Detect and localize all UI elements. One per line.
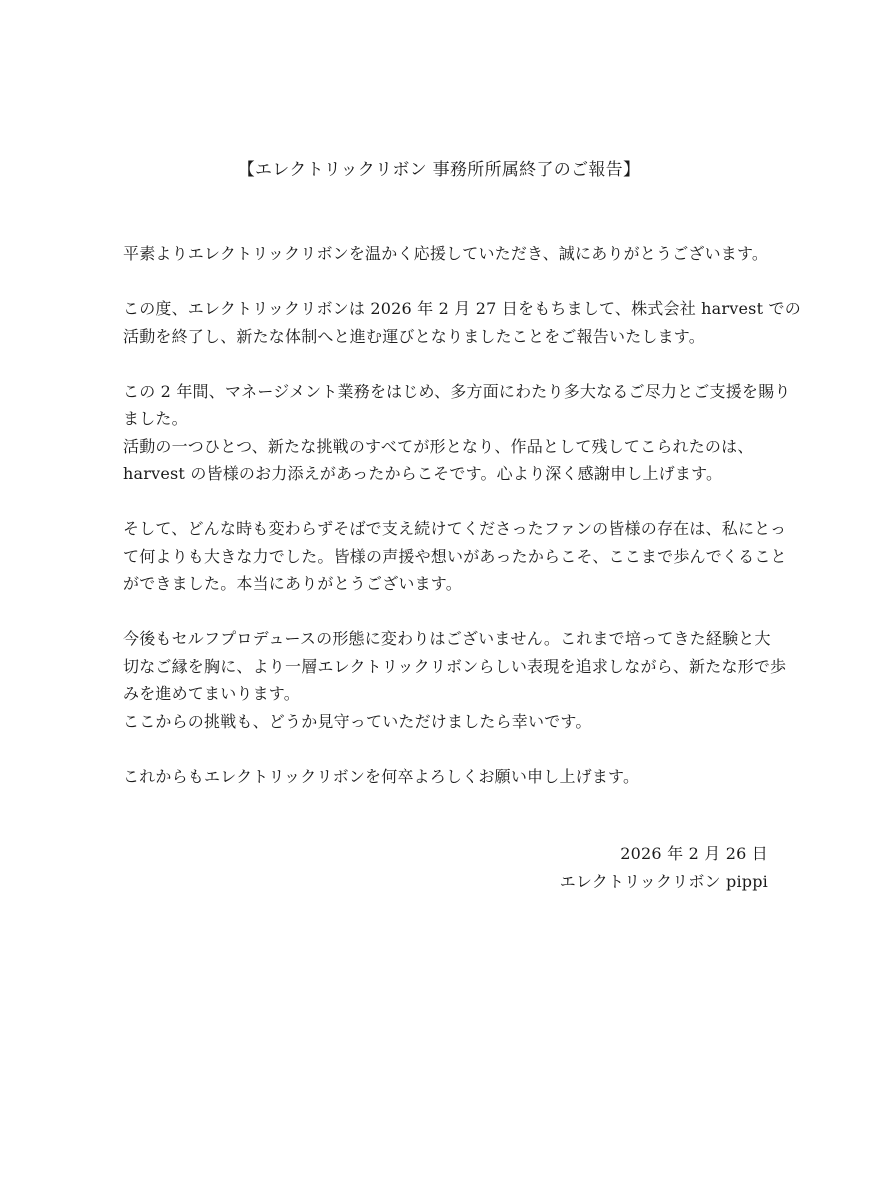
text-line: そして、どんな時も変わらずそばで支え続けてくださったファンの皆様の存在は、私にとっ <box>123 519 787 538</box>
text-line: ここからの挑戦も、どうか見守っていただけましたら幸いです。 <box>123 711 592 731</box>
text-line: 切なご縁を胸に、より一層エレクトリックリボンらしい表現を追求しながら、新たな形で歩 <box>123 656 787 676</box>
text-line: 活動の一つひとつ、新たな挑戦のすべてが形となり、作品として残してこられたのは、 <box>123 436 754 456</box>
author-signature: エレクトリックリボン pippi <box>559 871 768 891</box>
text-line: ができました。本当にありがとうございます。 <box>123 574 462 593</box>
text-line: これからもエレクトリックリボンを何卒よろしくお願い申し上げます。 <box>123 766 640 786</box>
paragraph-future <box>123 625 787 735</box>
text-line: ました。 <box>123 409 188 428</box>
paragraph-announcement <box>123 295 801 350</box>
text-line: この 2 年間、マネージメント業務をはじめ、多方面にわたり多大なるご尽力とご支援を賜り <box>123 381 791 401</box>
document-date: 2026 年 2 月 26 日 <box>620 844 768 863</box>
text-line: 平素よりエレクトリックリボンを温かく応援していただき、誠にありがとうございます。 <box>123 244 769 263</box>
paragraph-closing <box>123 763 763 791</box>
text-line: 今後もセルフプロデュースの形態に変わりはございません。これまで培ってきた経験と大 <box>123 629 771 648</box>
paragraph-thanks-agency <box>123 378 791 488</box>
signature-block <box>560 840 768 895</box>
page-title: 【エレクトリックリボン 事務所所属終了のご報告】 <box>237 160 641 180</box>
text-line: harvest の皆様のお力添えがあったからこそです。心より深く感謝申し上げます。 <box>123 464 723 483</box>
text-line: みを進めてまいります。 <box>123 684 300 703</box>
text-line: て何よりも大きな力でした。皆様の声援や想いがあったからこそ、ここまで歩んでくること <box>123 546 787 566</box>
paragraph-thanks-fans <box>123 515 787 598</box>
document-body <box>123 240 801 818</box>
text-line: 活動を終了し、新たな体制へと進む運びとなりましたことをご報告いたします。 <box>123 326 705 346</box>
text-line: この度、エレクトリックリボンは 2026 年 2 月 27 日をもちまして、株式会社 harvest での <box>123 299 801 318</box>
paragraph-greeting <box>123 240 769 268</box>
